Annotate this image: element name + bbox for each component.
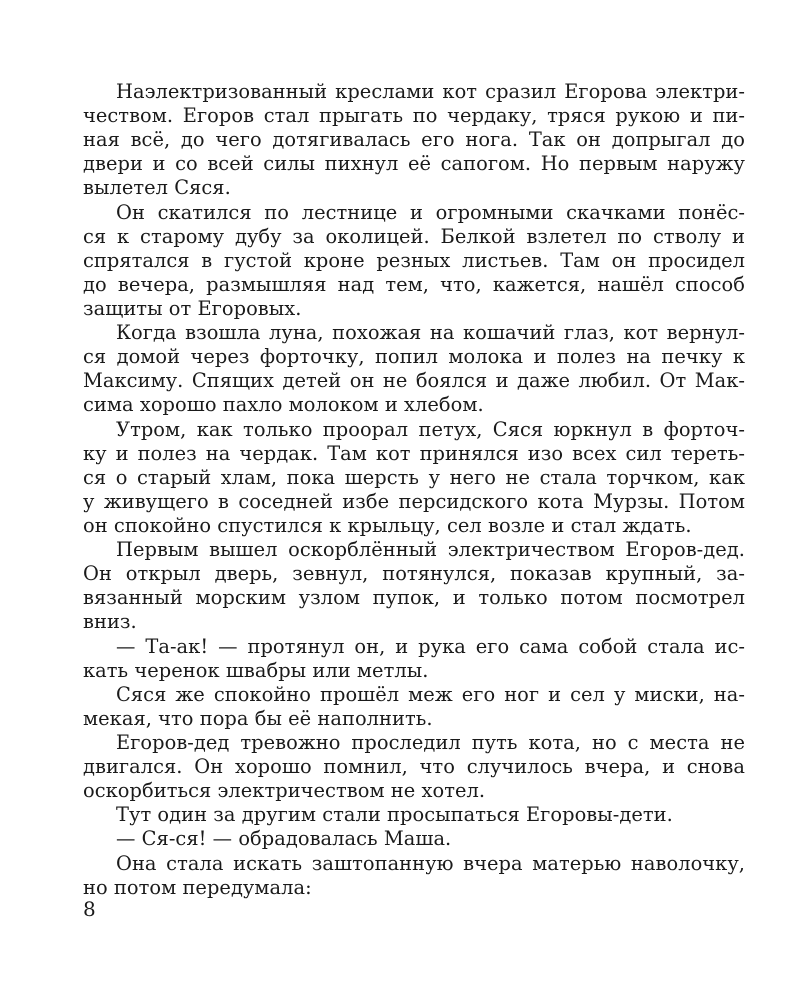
text-line: Егоров-дед тревожно проследил путь кота, но с места не [116,730,745,754]
text-line: Он скатился по лестнице и огромными скачками понёс- [116,200,745,224]
text-line: Он открыл дверь, зевнул, потянулся, показав крупный, за- [83,562,745,586]
text-line: у живущего в соседней избе персидского кота Мурзы. Потом [83,489,745,513]
text-line: мекая, что пора бы её наполнить. [83,706,433,730]
text-line: Утром, как только проорал петух, Сяся юркнул в форточ- [116,417,745,441]
text-line: двери и со всей силы пихнул её сапогом. Но первым наружу [83,152,745,176]
text-line: ку и полез на чердак. Там кот принялся изо всех сил тереть- [83,441,745,465]
text-line: ся о старый хлам, пока шерсть у него не стала торчком, как [83,465,745,489]
text-line: ся домой через форточку, попил молока и полез на печку к [83,345,745,369]
text-line: кать черенок швабры или метлы. [83,658,429,682]
text-line: ся к старому дубу за околицей. Белкой взлетел по стволу и [83,224,745,248]
text-line: Максиму. Спящих детей он не боялся и даже любил. От Мак- [83,369,745,393]
text-line: ная всё, до чего дотягивалась его нога. Так он допрыгал до [83,128,745,152]
text-line: Первым вышел оскорблённый электричеством Егоров-дед. [116,538,745,562]
text-line: — Та-ак! — протянул он, и рука его сама собой стала ис- [116,634,745,658]
text-line: он спокойно спустился к крыльцу, сел возле и стал ждать. [83,513,692,537]
text-line: оскорбиться электричеством не хотел. [83,779,486,803]
text-line: вязанный морским узлом пупок, и только потом посмотрел [83,586,745,610]
text-line: Она стала искать заштопанную вчера матерью наволочку, [116,851,745,875]
text-line: сима хорошо пахло молоком и хлебом. [83,393,484,417]
text-line: вылетел Сяся. [83,176,231,200]
page-number: 8 [83,897,96,921]
text-line: Когда взошла луна, похожая на кошачий глаз, кот вернул- [116,321,745,345]
body-text [83,80,745,900]
text-line: до вечера, размышляя над тем, что, кажется, нашёл способ [83,272,745,296]
text-line: Сяся же спокойно прошёл меж его ног и сел у миски, на- [116,682,745,706]
text-line: — Ся-ся! — обрадовалась Маша. [116,827,452,851]
text-line: двигался. Он хорошо помнил, что случилось вчера, и снова [83,755,745,779]
text-line: но потом передумала: [83,875,312,899]
text-line: Тут один за другим стали просыпаться Егоровы-дети. [116,803,673,827]
text-line: спрятался в густой кроне резных листьев. Там он просидел [83,248,745,272]
text-line: вниз. [83,610,137,634]
text-line: чеством. Егоров стал прыгать по чердаку, тряся рукою и пи- [83,104,745,128]
text-line: защиты от Егоровых. [83,296,302,320]
text-line: Наэлектризованный креслами кот сразил Егорова электри- [116,80,745,103]
